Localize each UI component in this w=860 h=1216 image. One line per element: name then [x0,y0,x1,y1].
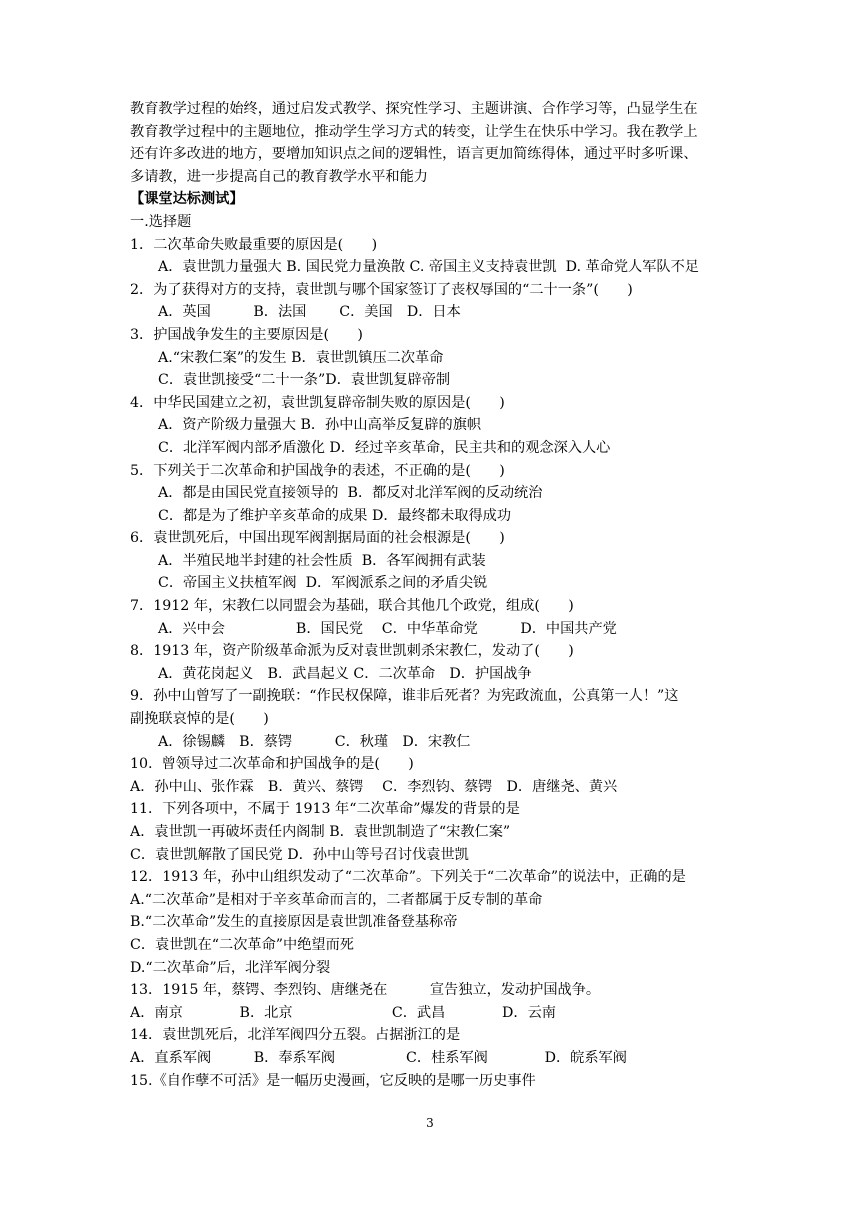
question-line: 14．袁世凯死后，北洋军阀四分五裂。占据浙江的是 [130,1027,461,1044]
option-line: C．北洋军阀内部矛盾激化 D．经过辛亥革命，民主共和的观念深入人心 [158,439,611,456]
question-list [130,234,745,1093]
section-title: 【课堂达标测试】 [130,191,244,208]
question-line: 4．中华民国建立之初，袁世凯复辟帝制失败的原因是( ) [130,394,505,411]
question-line: B.“二次革命”发生的直接原因是袁世凯准备登基称帝 [130,914,458,931]
option-line: A．半殖民地半封建的社会性质 B．各军阀拥有武装 [158,552,486,569]
question-line: 1．二次革命失败最重要的原因是( ) [130,236,378,253]
option-line: C．袁世凯接受“二十一条”D．袁世凯复辟帝制 [158,372,451,389]
option-line: A.“宋教仁案”的发生 B．袁世凯镇压二次革命 [158,349,444,366]
question-line: 5．下列关于二次革命和护国战争的表述，不正确的是( ) [130,462,505,479]
question-line: A．袁世凯一再破坏责任内阁制 B．袁世凯制造了“宋教仁案” [130,824,511,840]
page-number: 3 [426,1116,434,1130]
question-line: A.“二次革命”是相对于辛亥革命而言的，二者都属于反专制的革命 [130,891,543,908]
question-line: 10. 曾领导过二次革命和护国战争的是( ) [130,756,414,773]
question-line: D.“二次革命”后，北洋军阀分裂 [130,959,331,976]
option-line: A．徐锡麟 B．蔡锷 C．秋瑾 D．宋教仁 [158,733,471,750]
question-line: 12．1913 年，孙中山组织发动了“二次革命”。下列关于“二次革命”的说法中，正确的是 [130,869,686,886]
option-line: A．英国 B．法国 C．美国 D．日本 [158,304,461,321]
question-line: C．袁世凯在“二次革命”中绝望而死 [130,936,354,953]
option-line: C．都是为了维护辛亥革命的成果 D．最终都未取得成功 [158,507,512,524]
intro-paragraph [130,98,745,188]
document-body [130,98,745,1092]
question-line: 9．孙中山曾写了一副挽联：“作民权保障，谁非后死者？为宪政流血，公真第一人！”这 [130,688,679,705]
intro-line: 多请教，进一步提高自己的教育教学水平和能力 [130,168,428,185]
question-line: 2．为了获得对方的支持，袁世凯与哪个国家签订了丧权辱国的“二十一条”( ) [130,281,633,298]
question-line: 15.《自作孽不可活》是一幅历史漫画，它反映的是哪一历史事件 [130,1072,536,1089]
question-line: 6．袁世凯死后，中国出现军阀割据局面的社会根源是( ) [130,530,505,547]
question-line: 13．1915 年，蔡锷、李烈钧、唐继尧在 宣告独立，发动护国战争。 [130,982,601,999]
option-line: A．袁世凯力量强大 B. 国民党力量涣散 C. 帝国主义支持袁世凯 D. 革命党人军队不足 [158,259,699,276]
intro-line: 还有许多改进的地方，要增加知识点之间的逻辑性，语言更加简练得体，通过平时多听课、 [130,146,698,163]
question-line: 副挽联哀悼的是( ) [130,711,269,728]
question-line: 3．护国战争发生的主要原因是( ) [130,326,363,343]
question-line: A．直系军阀 B．奉系军阀 C．桂系军阀 D．皖系军阀 [130,1049,627,1066]
question-line: A．孙中山、张作霖 B．黄兴、蔡锷 C．李烈钧、蔡锷 D．唐继尧、黄兴 [130,778,618,795]
question-line: C．袁世凯解散了国民党 D．孙中山等号召讨伐袁世凯 [130,846,469,863]
question-line: 8．1913 年，资产阶级革命派为反对袁世凯刺杀宋教仁，发动了( ) [130,643,574,660]
option-line: A．都是由国民党直接领导的 B．都反对北洋军阀的反动统治 [158,485,543,502]
option-line: A．黄花岗起义 B．武昌起义 C．二次革命 D．护国战争 [158,665,532,682]
intro-line: 教育教学过程的始终，通过启发式教学、探究性学习、主题讲演、合作学习等，凸显学生在 [130,101,698,117]
subsection-title: 一.选择题 [130,213,192,230]
question-line: 7．1912 年，宋教仁以同盟会为基础，联合其他几个政党，组成( ) [130,598,574,615]
option-line: A．兴中会 B．国民党 C．中华革命党 D．中国共产党 [158,620,617,637]
option-line: A．资产阶级力量强大 B．孙中山高举反复辟的旗帜 [158,417,482,434]
option-line: C．帝国主义扶植军阀 D．军阀派系之间的矛盾尖锐 [158,575,488,592]
question-line: 11．下列各项中，不属于 1913 年“二次革命”爆发的背景的是 [130,801,520,818]
question-line: A．南京 B．北京 C．武昌 D．云南 [130,1004,556,1021]
intro-line: 教育教学过程中的主题地位，推动学生学习方式的转变，让学生在快乐中学习。我在教学上 [130,123,698,140]
